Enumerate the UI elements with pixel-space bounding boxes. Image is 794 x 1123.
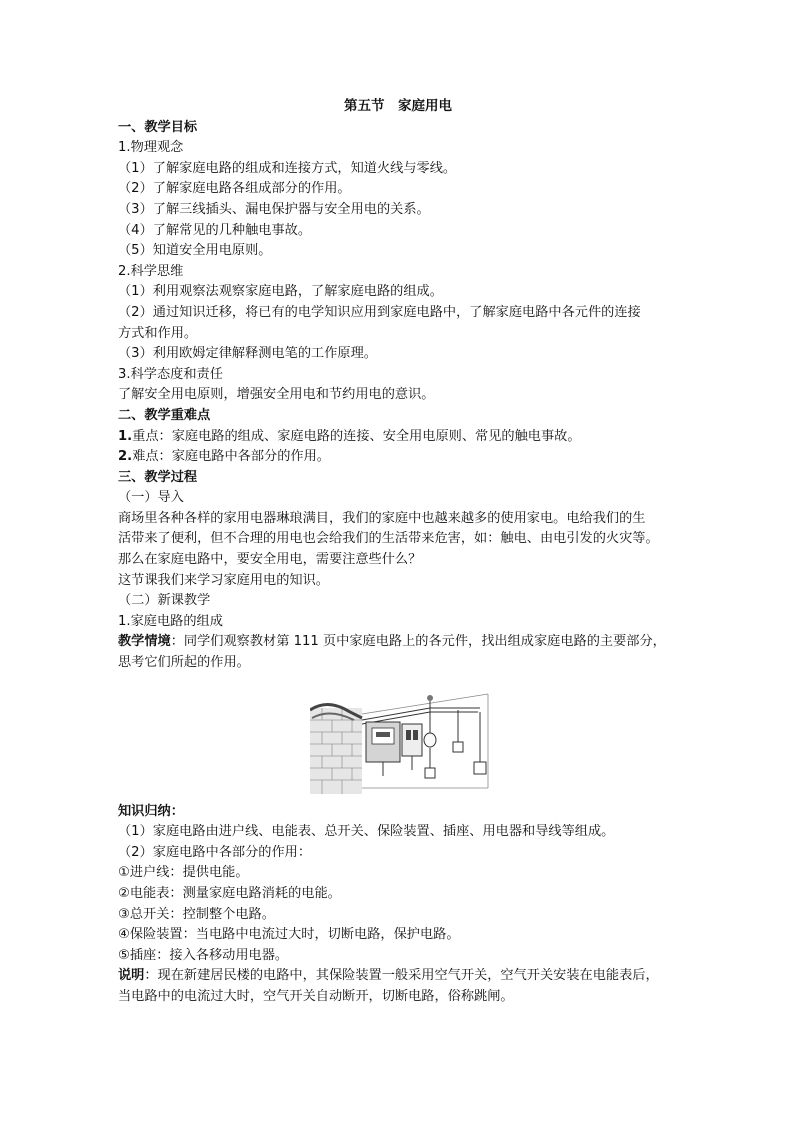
paragraph-line: 那么在家庭电路中，要安全用电，需要注意些什么？ [118, 552, 422, 568]
list-item: ②电能表：测量家庭电路消耗的电能。 [118, 886, 341, 901]
section-heading: 二、教学重难点 [118, 407, 211, 423]
paragraph-line: 商场里各种各样的家用电器琳琅满目，我们的家庭中也越来越多的使用家电。电给我们的生 [118, 510, 646, 526]
household-circuit-illustration [310, 688, 490, 794]
document-page [118, 96, 678, 1008]
note-label: 说明 [118, 968, 145, 984]
list-item: ④保险装置：当电路中电流过大时，切断电路，保护电路。 [118, 927, 460, 943]
key-point-text: 重点：家庭电路的组成、家庭电路的连接、安全用电原则、常见的触电事故。 [132, 428, 581, 444]
list-item: （2）通过知识迁移，将已有的电学知识应用到家庭电路中，了解家庭电路中各元件的连接 [118, 304, 641, 320]
list-item: （3）利用欧姆定律解释测电笔的工作原理。 [118, 346, 377, 362]
difficult-point-number: 2. [118, 449, 133, 465]
household-circuit-figure [310, 688, 490, 794]
list-item: （4）了解常见的几种触电事故。 [118, 222, 312, 238]
list-item: 方式和作用。 [118, 325, 198, 341]
list-item: （2）家庭电路中各部分的作用： [118, 844, 312, 860]
list-item: ③总开关：控制整个电路。 [118, 906, 275, 922]
scenario-text: ：同学们观察教材第 111 页中家庭电路上的各元件，找出组成家庭电路的主要部分， [170, 634, 666, 650]
list-item: （5）知道安全用电原则。 [118, 243, 272, 259]
list-item: （1）利用观察法观察家庭电路，了解家庭电路的组成。 [118, 284, 443, 300]
knowledge-summary-heading: 知识归纳： [118, 803, 184, 819]
list-item: （3）了解三线插头、漏电保护器与安全用电的关系。 [118, 201, 430, 217]
list-item: （1）家庭电路由进户线、电能表、总开关、保险装置、插座、用电器和导线等组成。 [118, 824, 615, 840]
difficult-point-text: 难点：家庭电路中各部分的作用。 [132, 449, 330, 465]
subsection-heading: 2.科学思维 [118, 263, 184, 279]
list-item: ⑤插座：接入各移动用电器。 [118, 947, 289, 963]
note-text: ：现在新建居民楼的电路中，其保险装置一般采用空气开关，空气开关安装在电能表后， [144, 968, 659, 984]
scenario-label: 教学情境 [118, 634, 171, 650]
list-item: （2）了解家庭电路各组成部分的作用。 [118, 181, 351, 197]
list-item: （1）了解家庭电路的组成和连接方式，知道火线与零线。 [118, 160, 457, 176]
section-heading: 一、教学目标 [118, 119, 198, 135]
paragraph-line: 当电路中的电流过大时，空气开关自动断开，切断电路，俗称跳闸。 [118, 988, 514, 1004]
paragraph-line: 活带来了便利，但不合理的用电也会给我们的生活带来危害，如：触电、由电引发的火灾等。 [118, 531, 659, 547]
paragraph-line: 思考它们所起的作用。 [118, 655, 250, 671]
subsection-heading: （二）新课教学 [118, 593, 211, 609]
teaching-scenario [118, 632, 678, 653]
paragraph-line: 这节课我们来学习家庭用电的知识。 [118, 572, 329, 588]
section-heading: 三、教学过程 [118, 469, 198, 485]
list-item: ①进户线：提供电能。 [118, 865, 249, 881]
key-point [118, 427, 678, 448]
list-item: 了解安全用电原则，增强安全用电和节约用电的意识。 [118, 387, 435, 403]
difficult-point [118, 447, 678, 468]
key-point-number: 1. [118, 428, 133, 444]
page-title: 第五节 家庭用电 [344, 98, 452, 114]
subsection-heading: （一）导入 [118, 490, 184, 506]
subsection-heading: 3.科学态度和责任 [118, 366, 223, 382]
note [118, 966, 678, 987]
subsection-heading: 1.家庭电路的组成 [118, 613, 223, 629]
subsection-heading: 1.物理观念 [118, 140, 184, 156]
